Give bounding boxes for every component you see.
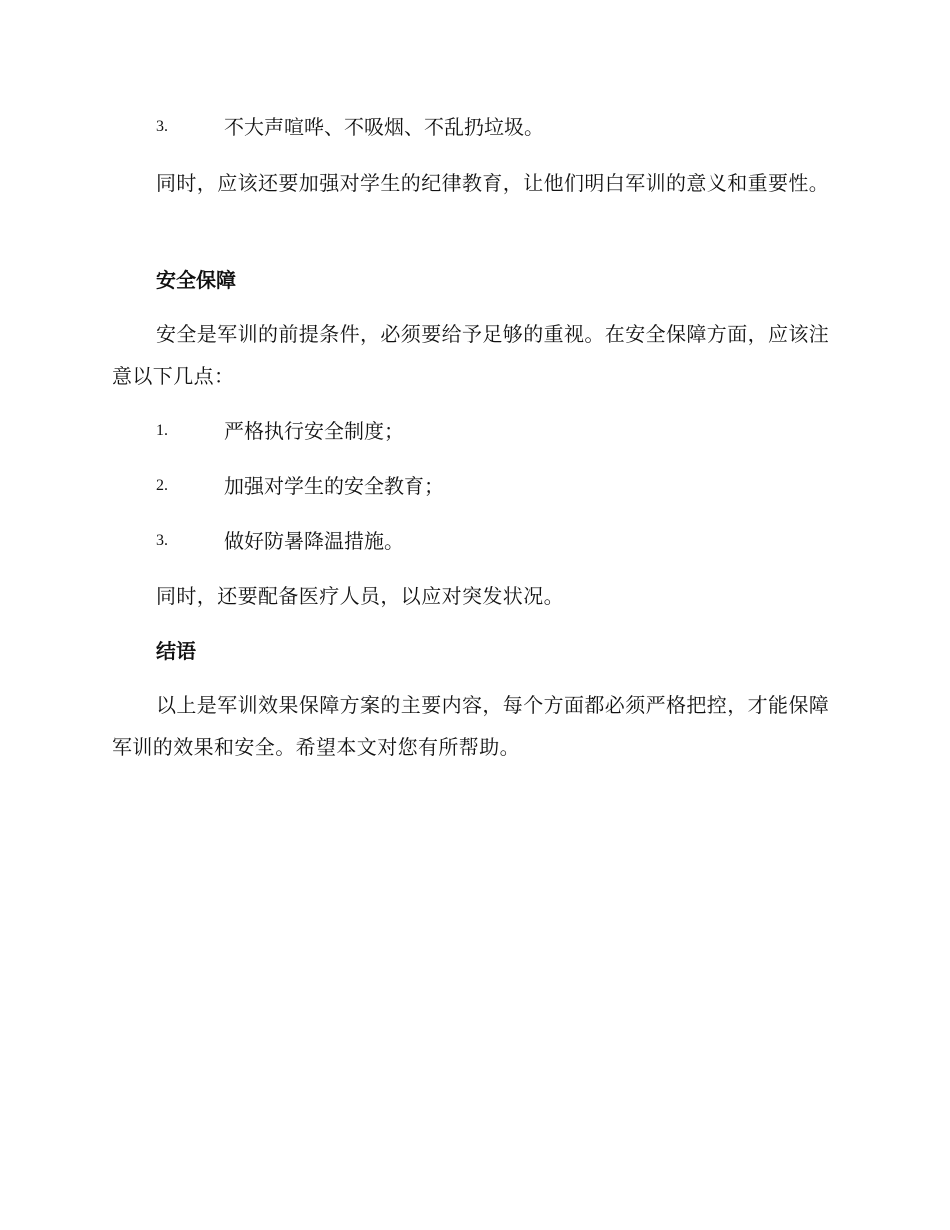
list-item-number: 2. [156,477,168,494]
paragraph-discipline: 同时，应该还要加强对学生的纪律教育，让他们明白军训的意义和重要性。 [156,171,830,195]
paragraph-safety-outro: 同时，还要配备医疗人员，以应对突发状况。 [156,584,564,608]
paragraph-conclusion: 以上是军训效果保障方案的主要内容，每个方面都必须严格把控，才能保障军训的效果和安全。希望本文对您有所帮助。 [112,693,830,759]
section-heading-conclusion: 结语 [156,639,196,663]
list-item-text: 加强对学生的安全教育； [224,474,444,498]
list-item-text: 严格执行安全制度； [224,419,404,443]
list-item-number: 3. [156,532,168,549]
section-heading-safety: 安全保障 [156,268,236,292]
list-item-text: 做好防暑降温措施。 [224,529,404,553]
list-item-number: 1. [156,422,168,439]
list-item-number: 3. [156,118,168,135]
paragraph-safety-intro: 安全是军训的前提条件，必须要给予足够的重视。在安全保障方面，应该注意以下几点： [112,322,830,388]
list-item-text: 不大声喧哗、不吸烟、不乱扔垃圾。 [224,115,544,139]
